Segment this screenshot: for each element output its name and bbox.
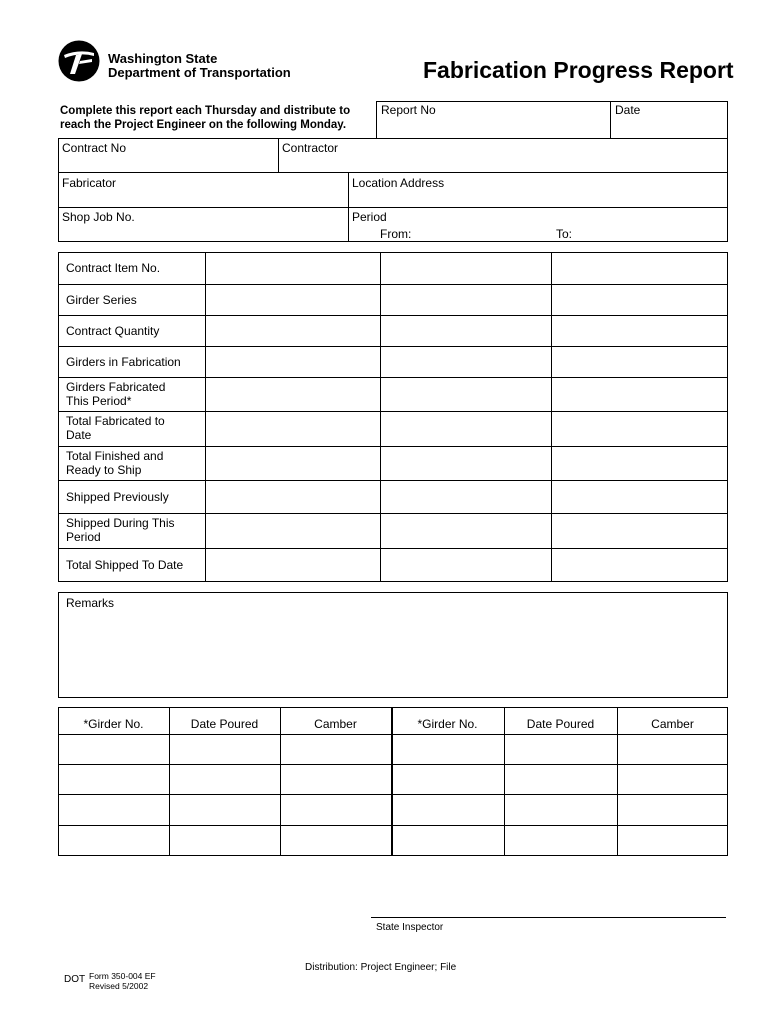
report-no-label: Report No xyxy=(381,103,436,117)
progress-cell[interactable] xyxy=(206,447,380,480)
contract-no-label: Contract No xyxy=(62,141,127,155)
progress-row-label-line1: Contract Quantity xyxy=(66,324,160,338)
state-inspector-label: State Inspector xyxy=(376,922,444,933)
progress-cell[interactable] xyxy=(552,316,728,346)
progress-cell[interactable] xyxy=(206,514,380,548)
progress-cell[interactable] xyxy=(206,412,380,446)
girder-cell[interactable] xyxy=(392,795,504,825)
progress-cell[interactable] xyxy=(381,514,551,548)
girder-cell[interactable] xyxy=(618,735,728,764)
progress-cell[interactable] xyxy=(552,412,728,446)
progress-cell[interactable] xyxy=(206,285,380,315)
girder-table-header: *Girder No. xyxy=(83,717,144,731)
girder-cell[interactable] xyxy=(170,795,280,825)
girder-cell[interactable] xyxy=(170,735,280,764)
girder-cell[interactable] xyxy=(505,765,617,794)
progress-cell[interactable] xyxy=(552,447,728,480)
contractor-label: Contractor xyxy=(282,141,339,155)
page-title: Fabrication Progress Report xyxy=(423,57,734,83)
girder-cell[interactable] xyxy=(281,826,391,856)
period-from-label[interactable]: From: xyxy=(380,227,412,241)
progress-row-label xyxy=(66,414,165,442)
girder-cell[interactable] xyxy=(170,826,280,856)
progress-cell[interactable] xyxy=(552,285,728,315)
girder-cell[interactable] xyxy=(281,735,391,764)
progress-cell[interactable] xyxy=(381,253,551,284)
girder-table-header: Camber xyxy=(314,717,357,731)
girder-cell[interactable] xyxy=(505,795,617,825)
girder-cell[interactable] xyxy=(59,795,169,825)
progress-cell[interactable] xyxy=(381,316,551,346)
progress-cell[interactable] xyxy=(552,347,728,377)
progress-row-label-line1: Shipped During This xyxy=(66,516,175,530)
progress-cell[interactable] xyxy=(206,347,380,377)
girder-cell[interactable] xyxy=(281,765,391,794)
girder-cell[interactable] xyxy=(59,765,169,794)
location-address-label: Location Address xyxy=(352,176,445,190)
remarks-label: Remarks xyxy=(66,596,115,610)
girder-cell[interactable] xyxy=(392,735,504,764)
progress-row-label xyxy=(66,380,165,408)
shop-job-no-label: Shop Job No. xyxy=(62,210,135,224)
progress-row-label-line1: Total Shipped To Date xyxy=(66,558,184,572)
girder-table-header: Date Poured xyxy=(526,717,595,731)
instructions-line1: Complete this report each Thursday and distribute to xyxy=(60,105,351,117)
wsdot-logo-icon xyxy=(58,40,100,82)
girder-cell[interactable] xyxy=(392,765,504,794)
progress-cell[interactable] xyxy=(381,347,551,377)
progress-row-label-line1: Total Finished and xyxy=(66,449,164,463)
progress-cell[interactable] xyxy=(206,549,380,582)
distribution-text: Distribution: Project Engineer; File xyxy=(305,962,457,973)
fabricator-label: Fabricator xyxy=(62,176,117,190)
progress-row-label xyxy=(66,324,159,338)
girder-table-header: *Girder No. xyxy=(417,717,478,731)
girder-cell[interactable] xyxy=(59,826,169,856)
progress-row-label-line2: Date xyxy=(66,428,92,442)
progress-cell[interactable] xyxy=(552,549,728,582)
progress-cell[interactable] xyxy=(206,481,380,513)
instructions-line2: reach the Project Engineer on the following Monday. xyxy=(60,119,347,131)
girder-table-header: Camber xyxy=(651,717,694,731)
contractor-field[interactable] xyxy=(279,139,727,172)
progress-cell[interactable] xyxy=(381,412,551,446)
progress-row-label-line1: Contract Item No. xyxy=(66,261,161,275)
revised-date: Revised 5/2002 xyxy=(89,981,149,991)
progress-row-label-line2: Ready to Ship xyxy=(66,463,142,477)
progress-row-label-line1: Total Fabricated to xyxy=(66,414,165,428)
progress-row-label-line1: Girder Series xyxy=(66,293,137,307)
progress-row-label-line2: This Period* xyxy=(66,394,132,408)
progress-cell[interactable] xyxy=(206,316,380,346)
girder-cell[interactable] xyxy=(618,826,728,856)
girder-cell[interactable] xyxy=(618,765,728,794)
girder-cell[interactable] xyxy=(618,795,728,825)
progress-cell[interactable] xyxy=(206,253,380,284)
progress-row-label-line1: Girders in Fabrication xyxy=(66,355,181,369)
progress-row-label xyxy=(66,293,137,307)
girder-cell[interactable] xyxy=(59,735,169,764)
org-name-line2: Department of Transportation xyxy=(108,65,291,80)
org-name-line1: Washington State xyxy=(108,51,218,66)
girder-cell[interactable] xyxy=(505,735,617,764)
progress-cell[interactable] xyxy=(552,378,728,411)
progress-cell[interactable] xyxy=(381,378,551,411)
progress-cell[interactable] xyxy=(381,285,551,315)
progress-row-label xyxy=(66,355,181,369)
progress-row-label-line1: Shipped Previously xyxy=(66,490,169,504)
dot-label: DOT xyxy=(64,974,86,985)
period-label: Period xyxy=(352,210,387,224)
girder-cell[interactable] xyxy=(505,826,617,856)
progress-cell[interactable] xyxy=(552,481,728,513)
progress-row-label-line2: Period xyxy=(66,530,101,544)
girder-cell[interactable] xyxy=(392,826,504,856)
girder-table-header: Date Poured xyxy=(190,717,259,731)
progress-row-label xyxy=(66,516,175,544)
progress-cell[interactable] xyxy=(552,253,728,284)
progress-cell[interactable] xyxy=(552,514,728,548)
progress-row-label xyxy=(66,449,163,477)
progress-cell[interactable] xyxy=(381,549,551,582)
girder-cell[interactable] xyxy=(281,795,391,825)
progress-cell[interactable] xyxy=(381,481,551,513)
progress-row-label-line1: Girders Fabricated xyxy=(66,380,166,394)
wsdot-logo xyxy=(58,40,100,82)
girder-cell[interactable] xyxy=(170,765,280,794)
form-number: Form 350-004 EF xyxy=(89,971,156,981)
period-to-label[interactable]: To: xyxy=(556,227,573,241)
progress-row-label xyxy=(66,261,160,275)
progress-row-label xyxy=(66,490,169,504)
remarks-box[interactable] xyxy=(58,592,728,698)
progress-cell[interactable] xyxy=(381,447,551,480)
progress-cell[interactable] xyxy=(206,378,380,411)
progress-row-label xyxy=(66,558,183,572)
date-label: Date xyxy=(615,103,641,117)
